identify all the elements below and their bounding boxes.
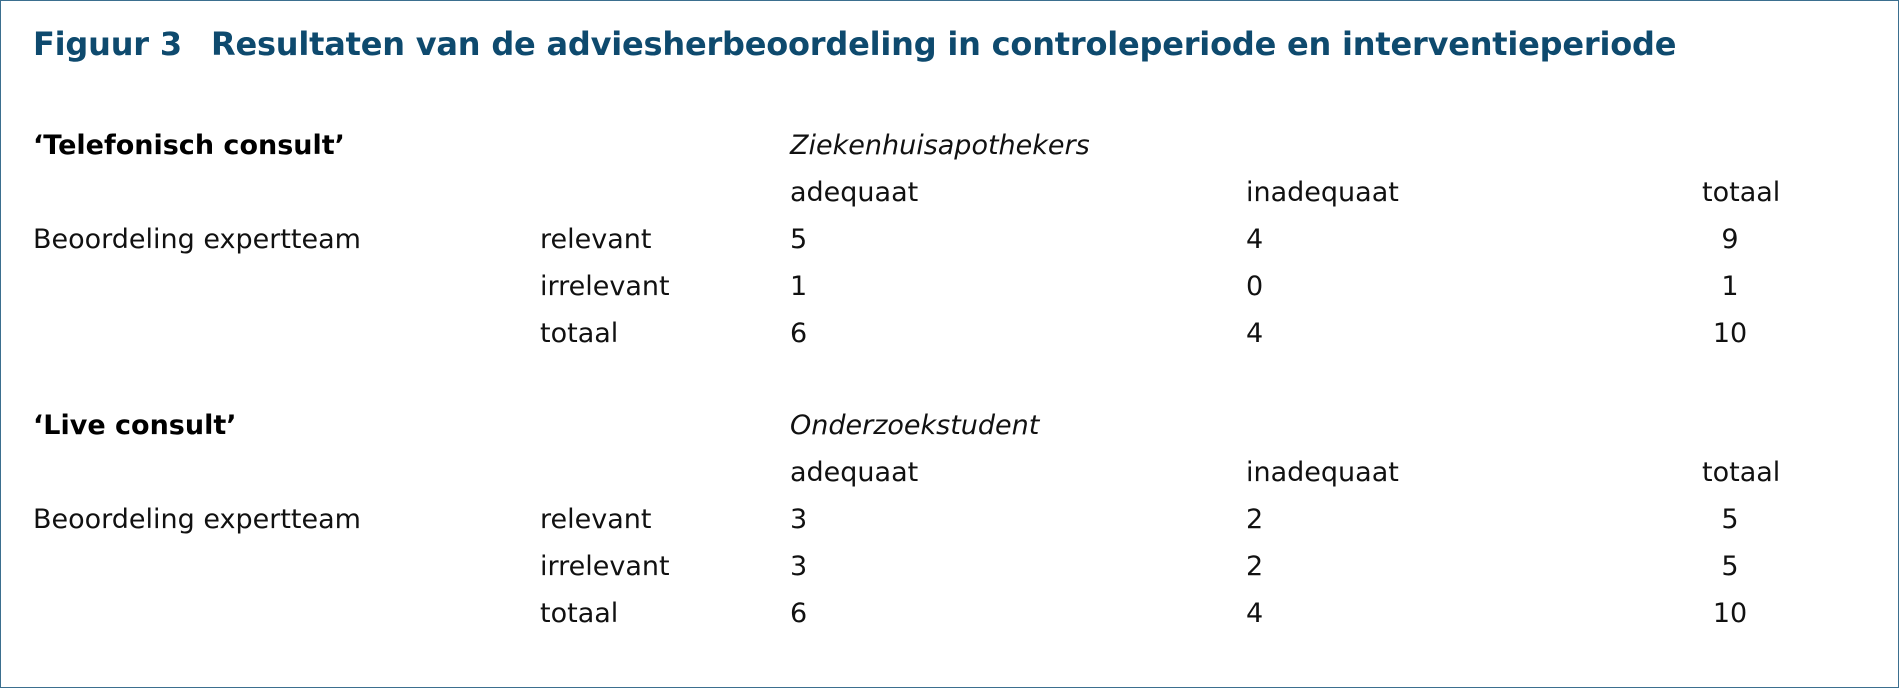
cell-totaal: 10 bbox=[1712, 598, 1748, 629]
cell-adequaat: 3 bbox=[790, 504, 808, 535]
row-group-label: Beoordeling expertteam bbox=[33, 224, 361, 255]
row-label: irrelevant bbox=[540, 271, 670, 302]
cell-totaal: 5 bbox=[1721, 504, 1739, 535]
row-label: relevant bbox=[540, 224, 652, 255]
column-header-inadequaat: inadequaat bbox=[1246, 457, 1399, 488]
table-row bbox=[0, 263, 1899, 310]
column-header-row bbox=[0, 449, 1899, 496]
rater-label: Ziekenhuisapothekers bbox=[790, 130, 1090, 161]
row-label: totaal bbox=[540, 318, 619, 349]
table-row bbox=[0, 590, 1899, 637]
column-header-row bbox=[0, 169, 1899, 216]
row-label: relevant bbox=[540, 504, 652, 535]
cell-inadequaat: 2 bbox=[1246, 551, 1264, 582]
section-header-row bbox=[0, 402, 1899, 449]
cell-inadequaat: 4 bbox=[1246, 318, 1264, 349]
rater-label: Onderzoekstudent bbox=[790, 410, 1040, 441]
figure-header bbox=[33, 20, 1676, 68]
row-label: irrelevant bbox=[540, 551, 670, 582]
column-header-inadequaat: inadequaat bbox=[1246, 177, 1399, 208]
cell-totaal: 5 bbox=[1721, 551, 1739, 582]
cell-adequaat: 6 bbox=[790, 598, 808, 629]
section-header-row bbox=[0, 122, 1899, 169]
row-label: totaal bbox=[540, 598, 619, 629]
row-group-label: Beoordeling expertteam bbox=[33, 504, 361, 535]
column-header-totaal: totaal bbox=[1702, 177, 1781, 208]
table-row bbox=[0, 496, 1899, 543]
cell-totaal: 10 bbox=[1712, 318, 1748, 349]
cell-inadequaat: 4 bbox=[1246, 598, 1264, 629]
cell-inadequaat: 0 bbox=[1246, 271, 1264, 302]
column-header-totaal: totaal bbox=[1702, 457, 1781, 488]
column-header-adequaat: adequaat bbox=[790, 457, 919, 488]
cell-inadequaat: 4 bbox=[1246, 224, 1264, 255]
cell-adequaat: 1 bbox=[790, 271, 808, 302]
section-title: ‘Telefonisch consult’ bbox=[33, 130, 345, 161]
table-row bbox=[0, 216, 1899, 263]
cell-adequaat: 5 bbox=[790, 224, 808, 255]
cell-adequaat: 6 bbox=[790, 318, 808, 349]
figure-number: Figuur 3 bbox=[33, 25, 182, 63]
table-row bbox=[0, 543, 1899, 590]
figure-title: Resultaten van de adviesherbeoordeling in controleperiode en interventieperiode bbox=[211, 25, 1677, 63]
cell-totaal: 1 bbox=[1721, 271, 1739, 302]
cell-adequaat: 3 bbox=[790, 551, 808, 582]
section-title: ‘Live consult’ bbox=[33, 410, 237, 441]
table-row bbox=[0, 310, 1899, 357]
column-header-adequaat: adequaat bbox=[790, 177, 919, 208]
cell-inadequaat: 2 bbox=[1246, 504, 1264, 535]
cell-totaal: 9 bbox=[1721, 224, 1739, 255]
